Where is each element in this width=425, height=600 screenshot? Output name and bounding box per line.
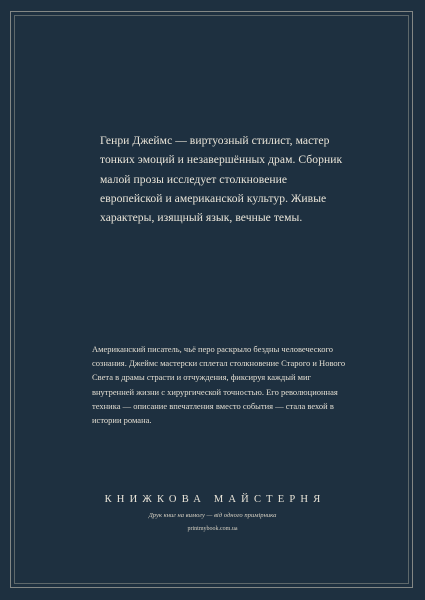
publisher-website: printmybook.com.ua bbox=[187, 526, 238, 532]
book-description: Генри Джеймс — виртуозный стилист, мастер тонких эмоций и незавершённых драм. Сборник малой прозы исследует столкновение европейской и американской культур. Живые характеры, изящный язык, вечные темы. bbox=[100, 134, 343, 225]
publisher-footer bbox=[14, 491, 411, 535]
publisher-name: КНИЖКОВА МАЙСТЕРНЯ bbox=[104, 494, 326, 505]
publisher-slogan: Друк книг на вимогу — від одного примірника bbox=[148, 512, 277, 519]
author-description: Американский писатель, чьё перо раскрыло бездны человеческого сознания. Джеймс мастерски сплетал столкновение Старого и Нового Света в драмы страсти и отчуждения, фиксируя каждый миг внутренней жизни с хирургической точностью. Его революционная техника — описание впечатления вместо события — стала вехой в истории романа. bbox=[92, 344, 346, 426]
